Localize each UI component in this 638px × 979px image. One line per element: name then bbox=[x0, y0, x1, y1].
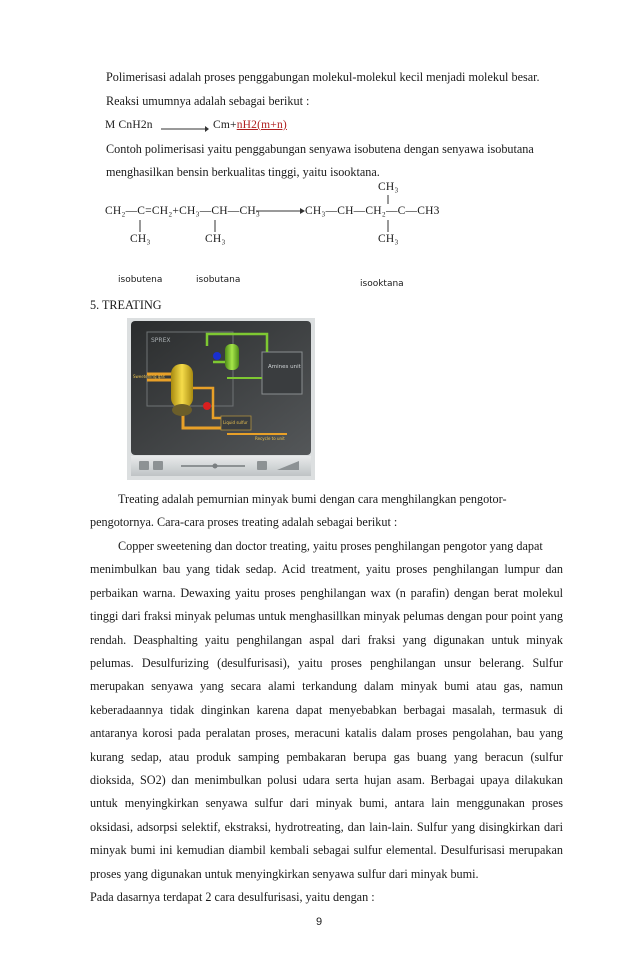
chemical-structure bbox=[100, 180, 440, 290]
figure-label-sprex: SPREX bbox=[151, 337, 171, 344]
reaction-right-part2: nH2(m+n) bbox=[236, 119, 287, 131]
paragraph-2-last-line: Pada dasarnya terdapat 2 cara desulfurisasi, yaitu dengan : bbox=[90, 890, 375, 905]
treating-process-image bbox=[127, 318, 315, 480]
intro-line-1: Polimerisasi adalah proses penggabungan molekul-molekul kecil menjadi molekul besar. bbox=[106, 70, 540, 84]
label-isobutena: isobutena bbox=[118, 275, 163, 285]
label-isobutana: isobutana bbox=[196, 275, 241, 285]
example-line-2: menghasilkan bensin berkualitas tinggi, yaitu isooktana. bbox=[106, 165, 380, 179]
reaction-right-part1: Cm+ bbox=[213, 119, 237, 131]
page-number: 9 bbox=[315, 916, 323, 928]
paragraph-1-rest: pengotornya. Cara-cara proses treating adalah sebagai berikut : bbox=[90, 515, 398, 530]
reaction-arrow bbox=[161, 125, 209, 133]
paragraph-2 bbox=[90, 535, 563, 910]
structure-left-sub2: CH₃ bbox=[205, 233, 226, 245]
paragraph-2-first-line: Copper sweetening dan doctor treating, yaitu proses penghilangan pengotor yang dapat bbox=[118, 539, 543, 553]
label-isooktana: isooktana bbox=[360, 279, 404, 289]
figure-label-line: Sweetening gas bbox=[133, 374, 165, 379]
structure-right-main: CH₃—CH—CH₂—C—CH3 bbox=[305, 205, 440, 217]
section-heading: 5. TREATING bbox=[90, 298, 162, 312]
paragraph-1 bbox=[90, 488, 563, 535]
structure-right-sub: CH₃ bbox=[378, 233, 399, 245]
structure-left-sub1: CH₃ bbox=[130, 233, 151, 245]
example-line-1: Contoh polimerisasi yaitu penggabungan senyawa isobutena dengan senyawa isobutana bbox=[106, 142, 534, 156]
reaction-equation bbox=[105, 118, 305, 138]
intro-line-2: Reaksi umumnya adalah sebagai berikut : bbox=[106, 94, 310, 108]
paragraph-2-body: menimbulkan bau yang tidak sedap. Acid treatment, yaitu proses penghilangan lumpur dan perbaikan warna. Dewaxing yaitu proses penghilangan wax (n parafin) dengan berat molekul tinggi dari fraksi minyak pelumas untuk menghasillkan minyak pelumas dengan pour point yang rendah. Deasphalting yaitu penghilangan aspal dari fraksi yang digunakan untuk minyak pelumas. Desulfurizing (desulfurisasi), yaitu proses penghilangan unsur belerang. Sulfur merupakan senyawa yang secara alami terkandung dalam minyak bumi atau gas, namun keberadaannya tidak dinginkan karena dapat menyebabkan berbagai masalah, termasuk di antaranya korosi pada peralatan proses, meracuni katalis dalam proses pengolahan, bau yang kurang sedap, atau produk samping pembakaran berupa gas buang yang beracun (sulfur dioksida, SO2) dan menimbulkan polusi udara serta hujan asam. Berbagai upaya dilakukan untuk menyingkirkan senyawa sulfur dari minyak bumi, antara lain menggunakan proses oksidasi, adsorpsi selektif, ekstraksi, hydrotreating, dan lain-lain. Sulfur yang disingkirkan dari minyak bumi ini kemudian diambil kembali sebagai sulfur elemental. Desulfurisasi merupakan proses yang digunakan untuk menyingkirkan senyawa sulfur dari minyak bumi. bbox=[90, 562, 563, 881]
reaction-right bbox=[213, 119, 287, 131]
structure-left-main: CH₂—C=CH₂+CH₃—CH—CH₃ bbox=[105, 205, 261, 217]
process-diagram-svg bbox=[127, 318, 315, 480]
figure-label-amines: Amines unit bbox=[268, 364, 301, 370]
figure-label-product: Recycle to unit bbox=[255, 436, 285, 441]
figure-label-liquid: Liquid sulfur bbox=[223, 420, 248, 425]
paragraph-1-first-line: Treating adalah pemurnian minyak bumi dengan cara menghilangkan pengotor- bbox=[118, 492, 507, 506]
structure-right-top: CH₃ bbox=[378, 181, 399, 193]
reaction-left: M CnH2n bbox=[105, 119, 153, 131]
